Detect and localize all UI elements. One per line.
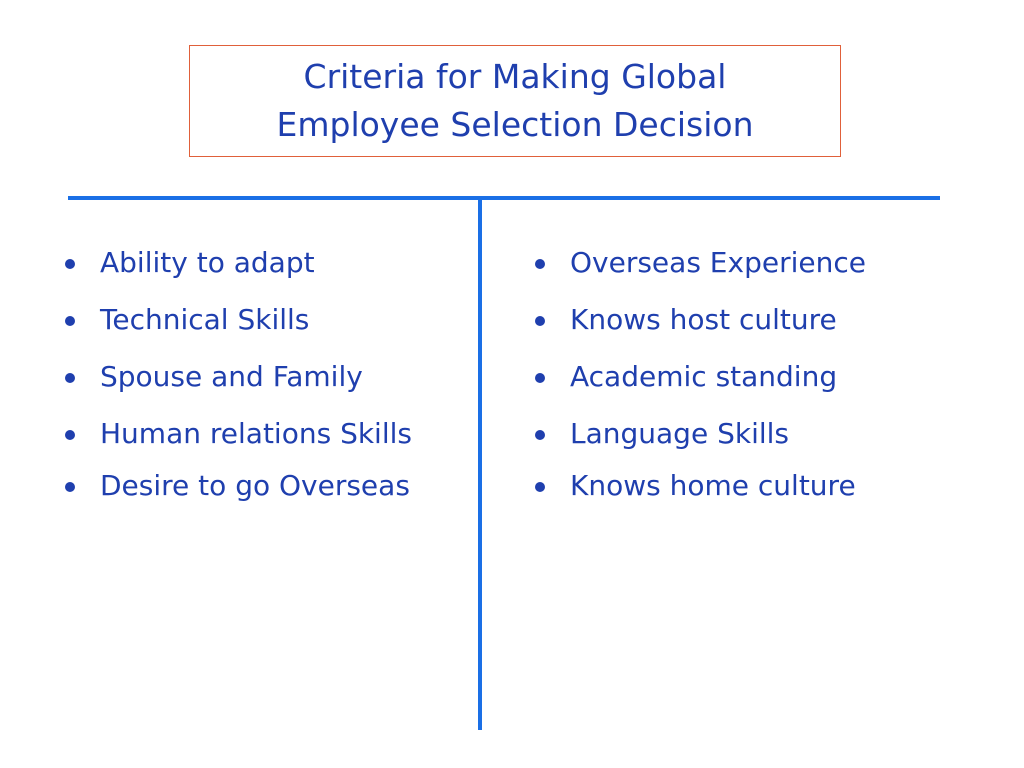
horizontal-divider	[68, 196, 940, 200]
list-item	[530, 354, 970, 411]
list-item-text: Academic standing	[570, 360, 838, 393]
list-item-text: Overseas Experience	[570, 246, 866, 279]
left-criteria-list	[60, 240, 475, 520]
list-item	[60, 463, 475, 520]
bullet-icon	[65, 373, 75, 383]
slide-title-line-1: Criteria for Making Global	[303, 57, 727, 96]
list-item	[60, 297, 475, 354]
list-item-text: Desire to go Overseas	[100, 469, 410, 502]
vertical-divider	[478, 200, 482, 730]
list-item	[60, 411, 475, 463]
bullet-icon	[535, 316, 545, 326]
list-item	[530, 463, 970, 520]
list-item-text: Technical Skills	[100, 303, 310, 336]
bullet-icon	[535, 430, 545, 440]
slide-title-line-2: Employee Selection Decision	[276, 105, 754, 144]
slide-title-box	[189, 45, 841, 157]
bullet-icon	[535, 259, 545, 269]
list-item	[530, 240, 970, 297]
right-criteria-list	[530, 240, 970, 520]
bullet-icon	[65, 316, 75, 326]
list-item	[530, 411, 970, 463]
list-item-text: Knows host culture	[570, 303, 837, 336]
bullet-icon	[65, 259, 75, 269]
list-item	[60, 354, 475, 411]
list-item	[530, 297, 970, 354]
list-item-text: Knows home culture	[570, 469, 856, 502]
bullet-icon	[535, 373, 545, 383]
list-item	[60, 240, 475, 297]
bullet-icon	[65, 430, 75, 440]
list-item-text: Spouse and Family	[100, 360, 363, 393]
bullet-icon	[535, 482, 545, 492]
list-item-text: Human relations Skills	[100, 417, 412, 450]
bullet-icon	[65, 482, 75, 492]
list-item-text: Language Skills	[570, 417, 789, 450]
list-item-text: Ability to adapt	[100, 246, 315, 279]
